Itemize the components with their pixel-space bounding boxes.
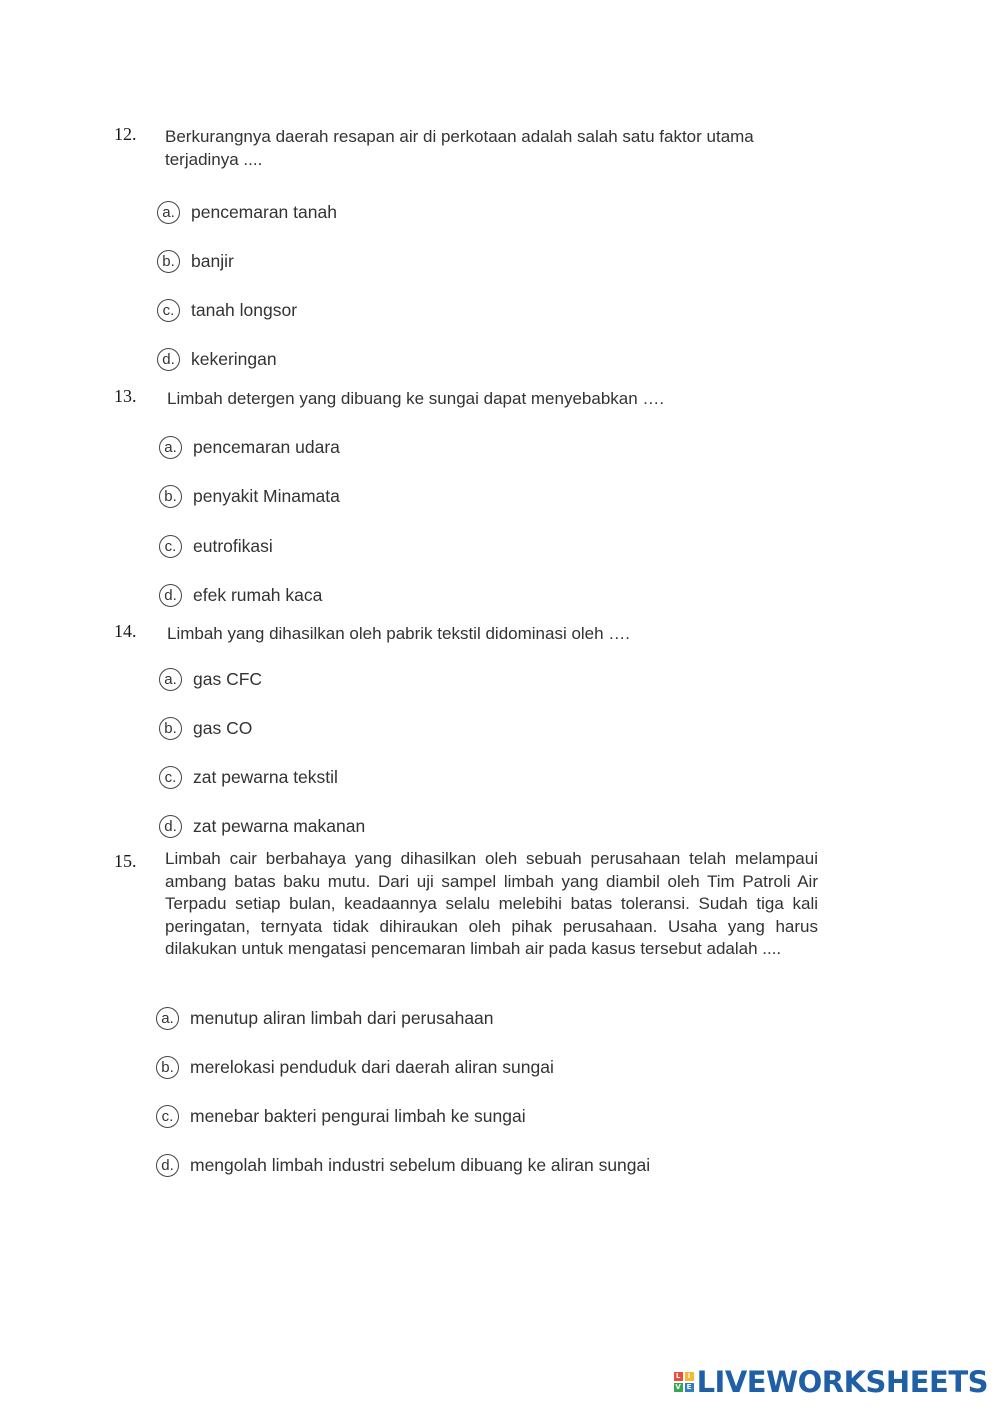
option-text: gas CO: [193, 717, 253, 738]
option-text: mengolah limbah industri sebelum dibuang ke aliran sungai: [190, 1154, 651, 1175]
option-12-a[interactable]: [157, 198, 337, 226]
option-text: pencemaran udara: [193, 436, 340, 457]
option-15-a[interactable]: [156, 1004, 494, 1032]
option-letter: b.: [159, 485, 182, 508]
question-number: 15.: [114, 851, 137, 871]
option-text: banjir: [191, 250, 234, 271]
question-text: Limbah cair berbahaya yang dihasilkan oleh sebuah perusahaan telah melampaui ambang batas baku mutu. Dari uji sampel limbah yang diambil oleh Tim Patroli Air Terpadu setiap bulan, keadaannya selalu melebihi batas toleransi. Sudah tiga kali peringatan, ternyata tidak dihiraukan oleh pihak perusahaan. Usaha yang harus dilakukan untuk mengatasi pencemaran limbah air pada kasus tersebut adalah ....: [165, 849, 818, 958]
option-text: gas CFC: [193, 668, 263, 689]
option-text: efek rumah kaca: [193, 584, 323, 605]
option-text: menutup aliran limbah dari perusahaan: [190, 1007, 494, 1028]
option-12-b[interactable]: [157, 247, 234, 275]
option-letter: b.: [157, 250, 180, 273]
question-text: Berkurangnya daerah resapan air di perkotaan adalah salah satu faktor utama terjadinya ....: [165, 127, 754, 169]
option-letter: a.: [156, 1007, 179, 1030]
option-13-b[interactable]: [159, 482, 340, 510]
option-text: pencemaran tanah: [191, 201, 337, 222]
question-number: 12.: [114, 124, 137, 144]
option-13-d[interactable]: [159, 581, 322, 609]
option-14-a[interactable]: [159, 665, 262, 693]
option-letter: c.: [157, 299, 180, 322]
option-13-a[interactable]: [159, 433, 340, 461]
option-text: tanah longsor: [191, 299, 298, 320]
option-letter: c.: [156, 1105, 179, 1128]
option-letter: d.: [157, 348, 180, 371]
option-12-d[interactable]: [157, 345, 277, 373]
option-letter: a.: [157, 201, 180, 224]
question-text: Limbah yang dihasilkan oleh pabrik tekstil didominasi oleh ….: [167, 624, 631, 643]
option-letter: d.: [159, 815, 182, 838]
logo-mark-v: V: [675, 1383, 681, 1391]
option-letter: d.: [156, 1154, 179, 1177]
option-14-c[interactable]: [159, 763, 338, 791]
option-15-b[interactable]: [156, 1053, 554, 1081]
logo-mark-e: E: [685, 1383, 694, 1392]
option-letter: c.: [159, 766, 182, 789]
option-text: penyakit Minamata: [193, 485, 340, 506]
option-letter: a.: [159, 436, 182, 459]
option-text: merelokasi penduduk dari daerah aliran sungai: [190, 1056, 554, 1077]
question-text: Limbah detergen yang dibuang ke sungai dapat menyebabkan ….: [167, 389, 665, 408]
option-13-c[interactable]: [159, 532, 273, 560]
option-text: eutrofikasi: [193, 535, 273, 556]
liveworksheets-logo: [674, 1365, 988, 1399]
option-letter: c.: [159, 535, 182, 558]
logo-text: LIVEWORKSHEETS: [696, 1365, 988, 1399]
logo-mark-icon: [674, 1372, 694, 1392]
option-letter: b.: [159, 717, 182, 740]
option-text: menebar bakteri pengurai limbah ke sungai: [190, 1105, 526, 1126]
question-number: 14.: [114, 621, 137, 641]
question-number: 13.: [114, 386, 137, 406]
option-letter: a.: [159, 668, 182, 691]
option-text: zat pewarna tekstil: [193, 766, 338, 787]
option-15-c[interactable]: [156, 1102, 526, 1130]
option-12-c[interactable]: [157, 296, 297, 324]
option-14-b[interactable]: [159, 714, 252, 742]
option-text: kekeringan: [191, 348, 277, 369]
logo-mark-l: L: [674, 1372, 683, 1381]
option-text: zat pewarna makanan: [193, 815, 366, 836]
option-15-d[interactable]: [156, 1151, 650, 1179]
option-letter: d.: [159, 584, 182, 607]
option-14-d[interactable]: [159, 812, 365, 840]
option-letter: b.: [156, 1056, 179, 1079]
logo-mark-i: I: [685, 1372, 694, 1381]
